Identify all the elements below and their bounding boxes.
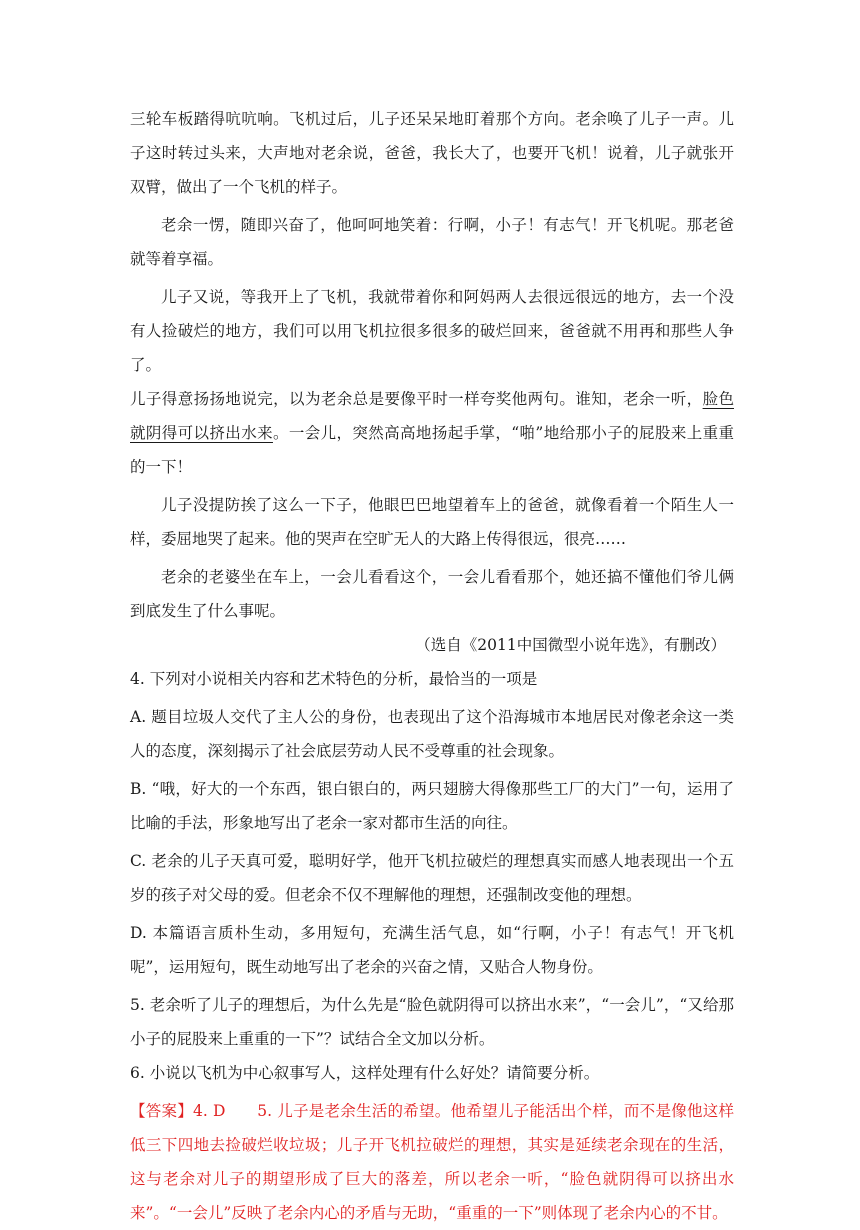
option-b: B. “哦，好大的一个东西，银白银白的，两只翅膀大得像那些工厂的大门”一句，运用了比喻的手法，形象地写出了老余一家对都市生活的向往。 (130, 780, 734, 832)
story-paragraph-4-start: 儿子得意扬扬地说完，以为老余总是要像平时一样夸奖他两句。谁知，老余一听， (130, 390, 703, 408)
story-paragraph-4-end: 。一会儿，突然高高地扬起手掌，“啪”地给那小子的屁股来上重重的一下！ (130, 424, 734, 476)
option-c: C. 老余的儿子天真可爱，聪明好学，他开飞机拉破烂的理想真实而感人地表现出一个五岁的孩子对父母的爱。但老余不仅不理解他的理想，还强制改变他的理想。 (130, 852, 734, 904)
answer-label: 【答案】 (130, 1102, 194, 1120)
story-paragraph-4 (130, 382, 734, 484)
document-page (130, 102, 734, 1230)
option-d: D. 本篇语言质朴生动，多用短句，充满生活气息，如“行啊，小子！有志气！开飞机呢”，运用短句，既生动地写出了老余的兴奋之情，又贴合人物身份。 (130, 924, 734, 976)
answer-block (130, 1094, 734, 1230)
option-a: A. 题目垃圾人交代了主人公的身份，也表现出了这个沿海城市本地居民对像老余这一类人的态度，深刻揭示了社会底层劳动人民不受尊重的社会现象。 (130, 708, 734, 760)
answer-text: 4. D 5. 儿子是老余生活的希望。他希望儿子能活出个样，而不是像他这样低三下四地去捡破烂收垃圾；儿子开飞机拉破烂的理想，其实是延续老余现在的生活，这与老余对儿子的期望形成了巨大的落差，所以老余一听，“脸色就阴得可以挤出水来”。“一会儿”反映了老余内心的矛盾与无助，“重重的一下”则体现了老余内心的不甘。 (130, 1102, 734, 1222)
story-paragraph-5: 儿子没提防挨了这么一下子，他眼巴巴地望着车上的爸爸，就像看着一个陌生人一样，委屈地哭了起来。他的哭声在空旷无人的大路上传得很远，很亮…… (130, 496, 734, 548)
story-paragraph-3: 儿子又说，等我开上了飞机，我就带着你和阿妈两人去很远很远的地方，去一个没有人捡破烂的地方，我们可以用飞机拉很多很多的破烂回来，爸爸就不用再和那些人争了。 (130, 288, 734, 374)
story-paragraph-2: 老余一愣，随即兴奋了，他呵呵地笑着：行啊，小子！有志气！开飞机呢。那老爸就等着享福。 (130, 216, 734, 268)
source-citation: （选自《2011中国微型小说年选》，有删改） (415, 636, 726, 654)
question-4: 4. 下列对小说相关内容和艺术特色的分析，最恰当的一项是 (130, 670, 538, 688)
question-6: 6. 小说以飞机为中心叙事写人，这样处理有什么好处？请简要分析。 (130, 1064, 600, 1082)
story-paragraph-1: 三轮车板踏得吭吭响。飞机过后，儿子还呆呆地盯着那个方向。老余唤了儿子一声。儿子这时转过头来，大声地对老余说，爸爸，我长大了，也要开飞机！说着，儿子就张开双臂，做出了一个飞机的样子。 (130, 110, 734, 196)
underlined-phrase: 脸色就阴得可以挤出水来 (130, 390, 734, 442)
question-5: 5. 老余听了儿子的理想后，为什么先是“脸色就阴得可以挤出水来”，“一会儿”，“又给那小子的屁股来上重重的一下”？试结合全文加以分析。 (130, 996, 734, 1048)
story-paragraph-6: 老余的老婆坐在车上，一会儿看看这个，一会儿看看那个，她还搞不懂他们爷儿俩到底发生了什么事呢。 (130, 568, 734, 620)
